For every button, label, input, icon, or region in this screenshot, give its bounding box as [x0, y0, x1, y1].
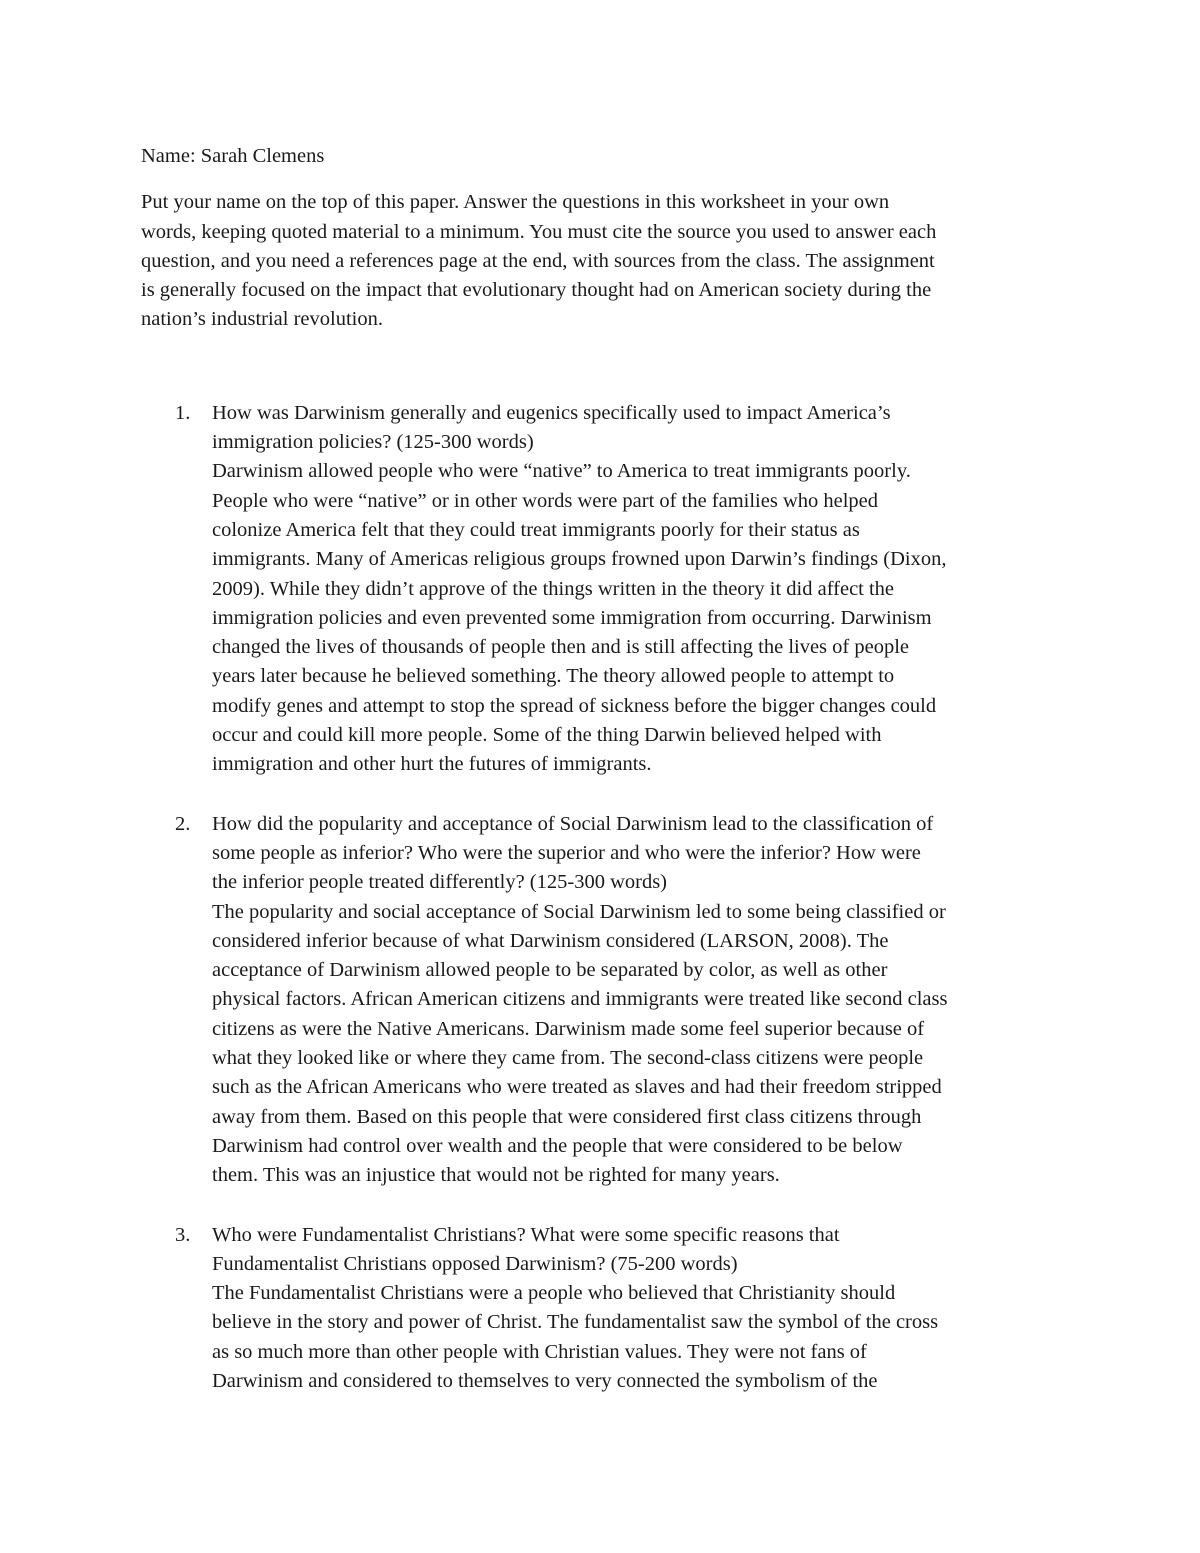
question-line: How was Darwinism generally and eugenics specifically used to impact America’s — [212, 401, 891, 424]
question-line: the inferior people treated differently? (125-300 words) — [212, 871, 668, 894]
answer-line: them. This was an injustice that would not be righted for many years. — [212, 1164, 780, 1187]
answer-line: immigration and other hurt the futures of immigrants. — [212, 753, 652, 776]
instructions-paragraph — [141, 188, 1071, 334]
answer-line: occur and could kill more people. Some of the thing Darwin believed helped with — [212, 724, 882, 747]
answer-line: The popularity and social acceptance of Social Darwinism led to some being classified or — [212, 900, 946, 923]
answer-line: Darwinism and considered to themselves to very connected the symbolism of the — [212, 1369, 878, 1392]
answer-line: immigrants. Many of Americas religious groups frowned upon Darwin’s findings (Dixon, — [212, 548, 947, 571]
question-line: Fundamentalist Christians opposed Darwinism? (75-200 words) — [212, 1252, 738, 1275]
question-number: 3. — [175, 1223, 191, 1246]
instructions-line: words, keeping quoted material to a minimum. You must cite the source you used to answer each — [141, 220, 937, 243]
answer-line: believe in the story and power of Christ. The fundamentalist saw the symbol of the cross — [212, 1311, 939, 1334]
question-item-1 — [141, 399, 1071, 780]
question-number: 1. — [175, 401, 191, 424]
question-list — [141, 399, 1071, 1397]
answer-line: acceptance of Darwinism allowed people to be separated by color, as well as other — [212, 959, 888, 982]
instructions-line: nation’s industrial revolution. — [141, 308, 383, 331]
answer-line: physical factors. African American citizens and immigrants were treated like second class — [212, 988, 948, 1011]
answer-line: years later because he believed something. The theory allowed people to attempt to — [212, 665, 895, 688]
question-line: immigration policies? (125-300 words) — [212, 431, 534, 454]
answer-line: what they looked like or where they came from. The second-class citizens were people — [212, 1047, 924, 1070]
answer-line: colonize America felt that they could treat immigrants poorly for their status as — [212, 518, 860, 541]
question-item-2 — [141, 810, 1071, 1191]
answer-line: citizens as were the Native Americans. Darwinism made some feel superior because of — [212, 1017, 925, 1040]
question-item-3 — [141, 1221, 1071, 1397]
answer-line: as so much more than other people with Christian values. They were not fans of — [212, 1340, 867, 1363]
question-number: 2. — [175, 812, 191, 835]
answer-line: away from them. Based on this people that were considered first class citizens through — [212, 1105, 922, 1128]
answer-line: considered inferior because of what Darwinism considered (LARSON, 2008). The — [212, 929, 889, 952]
question-line: some people as inferior? Who were the superior and who were the inferior? How were — [212, 841, 921, 864]
instructions-line: Put your name on the top of this paper. Answer the questions in this worksheet in your own — [141, 191, 890, 214]
question-line: How did the popularity and acceptance of Social Darwinism lead to the classification of — [212, 812, 934, 835]
question-line: Who were Fundamentalist Christians? What were some specific reasons that — [212, 1223, 840, 1246]
answer-line: Darwinism allowed people who were “native” to America to treat immigrants poorly. — [212, 460, 911, 483]
answer-line: changed the lives of thousands of people then and is still affecting the lives of people — [212, 636, 910, 659]
student-name: Name: Sarah Clemens — [141, 145, 325, 167]
document-body — [141, 142, 1071, 1426]
answer-line: 2009). While they didn’t approve of the things written in the theory it did affect the — [212, 577, 895, 600]
answer-line: such as the African Americans who were treated as slaves and had their freedom stripped — [212, 1076, 942, 1099]
answer-line: People who were “native” or in other words were part of the families who helped — [212, 489, 879, 512]
answer-line: Darwinism had control over wealth and the people that were considered to be below — [212, 1134, 903, 1157]
answer-line: The Fundamentalist Christians were a people who believed that Christianity should — [212, 1282, 896, 1305]
answer-line: modify genes and attempt to stop the spread of sickness before the bigger changes could — [212, 694, 937, 717]
answer-line: immigration policies and even prevented some immigration from occurring. Darwinism — [212, 606, 932, 629]
instructions-line: is generally focused on the impact that evolutionary thought had on American society during the — [141, 279, 932, 302]
instructions-line: question, and you need a references page at the end, with sources from the class. The assignment — [141, 249, 935, 272]
